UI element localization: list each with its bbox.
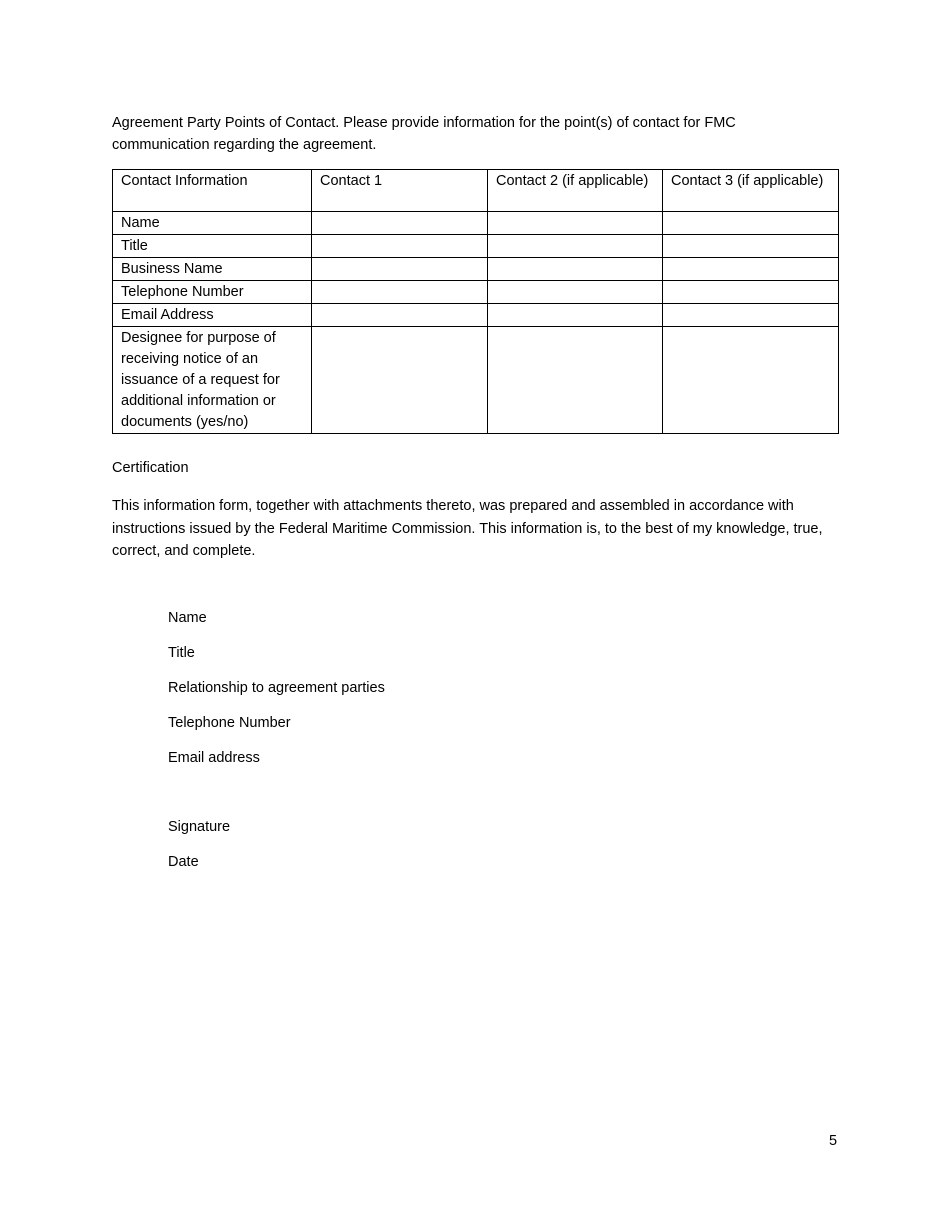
signature-telephone-field: Telephone Number	[168, 715, 291, 731]
table-row	[113, 212, 839, 235]
designee-contact-1-cell[interactable]	[312, 327, 488, 434]
header-contact-3: Contact 3 (if applicable)	[663, 170, 839, 212]
certification-heading: Certification	[112, 460, 189, 476]
telephone-contact-2-cell[interactable]	[488, 281, 663, 304]
email-contact-2-cell[interactable]	[488, 304, 663, 327]
certification-text: This information form, together with attachments thereto, was prepared and assembled in accordance with instructions issued by the Federal Maritime Commission. This information is, to the best of my knowledge, true, correct, and complete.	[112, 498, 823, 559]
row-label-title: Title	[113, 235, 312, 258]
business-name-contact-3-cell[interactable]	[663, 258, 839, 281]
designee-contact-3-cell[interactable]	[663, 327, 839, 434]
email-contact-3-cell[interactable]	[663, 304, 839, 327]
title-contact-2-cell[interactable]	[488, 235, 663, 258]
row-label-designee: Designee for purpose of receiving notice of an issuance of a request for additional information or documents (yes/no)	[113, 327, 312, 434]
signature-field: Signature	[168, 819, 231, 835]
email-contact-1-cell[interactable]	[312, 304, 488, 327]
row-label-telephone: Telephone Number	[113, 281, 312, 304]
telephone-contact-3-cell[interactable]	[663, 281, 839, 304]
signature-date-field: Date	[168, 854, 199, 870]
page-number: 5	[829, 1133, 838, 1149]
table-row	[113, 327, 839, 434]
table-row	[113, 281, 839, 304]
name-contact-1-cell[interactable]	[312, 212, 488, 235]
row-label-name: Name	[113, 212, 312, 235]
designee-contact-2-cell[interactable]	[488, 327, 663, 434]
telephone-contact-1-cell[interactable]	[312, 281, 488, 304]
title-contact-1-cell[interactable]	[312, 235, 488, 258]
table-row	[113, 235, 839, 258]
name-contact-3-cell[interactable]	[663, 212, 839, 235]
header-contact-information: Contact Information	[113, 170, 312, 212]
table-row	[113, 304, 839, 327]
signature-relationship-field: Relationship to agreement parties	[168, 680, 385, 696]
business-name-contact-1-cell[interactable]	[312, 258, 488, 281]
header-contact-1: Contact 1	[312, 170, 488, 212]
table-row	[113, 258, 839, 281]
table-header-row	[113, 170, 839, 212]
signature-title-field: Title	[168, 645, 195, 661]
signature-email-field: Email address	[168, 750, 260, 766]
header-contact-2: Contact 2 (if applicable)	[488, 170, 663, 212]
row-label-email: Email Address	[113, 304, 312, 327]
intro-paragraph: Agreement Party Points of Contact. Please provide information for the point(s) of contact for FMC communication regarding the agreement.	[112, 115, 736, 153]
row-label-business-name: Business Name	[113, 258, 312, 281]
name-contact-2-cell[interactable]	[488, 212, 663, 235]
title-contact-3-cell[interactable]	[663, 235, 839, 258]
business-name-contact-2-cell[interactable]	[488, 258, 663, 281]
signature-name-field: Name	[168, 610, 207, 626]
contact-table	[112, 169, 839, 434]
